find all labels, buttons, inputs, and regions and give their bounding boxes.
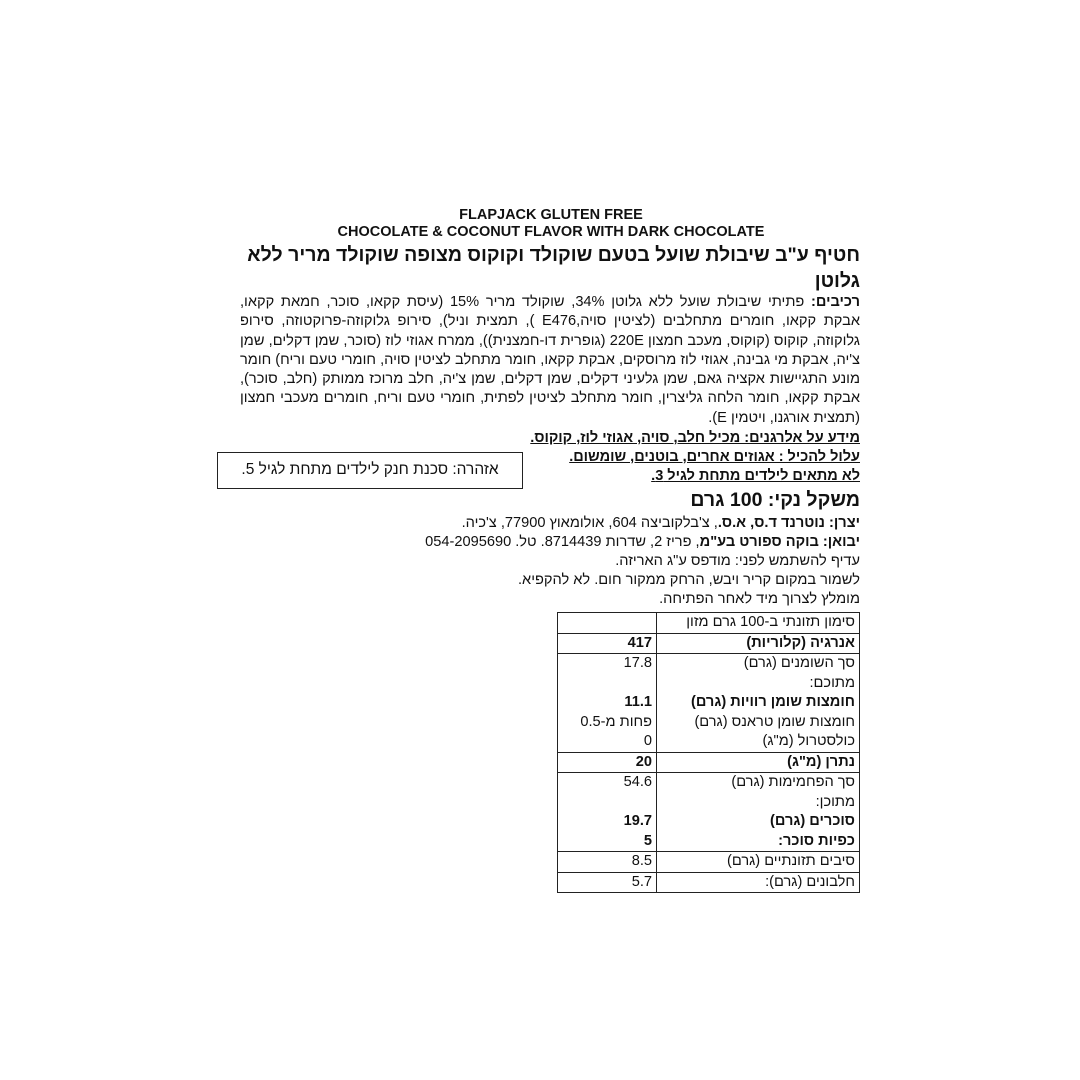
- nutrition-row: [558, 713, 860, 733]
- nutrition-row: [558, 852, 860, 873]
- nutrition-value: 20: [558, 752, 657, 773]
- nutrition-row: [558, 752, 860, 773]
- nutrition-table: [557, 612, 860, 893]
- nutrition-value: פחות מ-0.5: [558, 713, 657, 733]
- nutrition-label: סך הפחמימות (גרם): [657, 773, 860, 793]
- nutrition-value: 417: [558, 633, 657, 654]
- importer-name: בוקה ספורט בע"מ: [699, 534, 823, 550]
- nutrition-label: כפיות סוכר:: [657, 832, 860, 852]
- nutrition-label: מתוכן:: [657, 793, 860, 813]
- nutrition-row: [558, 773, 860, 793]
- nutrition-value: 11.1: [558, 693, 657, 713]
- manufacturer-line: [462, 514, 860, 533]
- nutrition-row: [558, 674, 860, 694]
- nutrition-row: [558, 732, 860, 752]
- nutrition-row: [558, 832, 860, 852]
- english-title-line1: FLAPJACK GLUTEN FREE: [459, 207, 643, 223]
- nutrition-label: סך השומנים (גרם): [657, 654, 860, 674]
- nutrition-label: אנרגיה (קלוריות): [657, 633, 860, 654]
- choking-warning-box: [217, 452, 523, 489]
- age-restriction: לא מתאים לילדים מתחת לגיל 3.: [651, 468, 860, 484]
- hebrew-product-title: חטיף ע"ב שיבולת שועל בטעם שוקולד וקוקוס מצופה שוקולד מריר ללא גלוטן: [247, 244, 860, 292]
- nutrition-row: [558, 693, 860, 713]
- nutrition-value: 54.6: [558, 773, 657, 793]
- ingredients-label: רכיבים:: [811, 294, 860, 310]
- nutrition-label: חלבונים (גרם):: [657, 872, 860, 893]
- nutrition-label: מתוכם:: [657, 674, 860, 694]
- nutrition-value: 19.7: [558, 812, 657, 832]
- nutrition-row: [558, 633, 860, 654]
- nutrition-value: 17.8: [558, 654, 657, 674]
- importer-address: , פריז 2, שדרות 8714439. טל. 054-2095690: [425, 534, 700, 550]
- nutrition-row: [558, 872, 860, 893]
- manufacturer-address: , צ'בלקוביצה 604, אולומאוץ 77900, צ'כיה.: [461, 515, 718, 531]
- nutrition-label: כולסטרול (מ"ג): [657, 732, 860, 752]
- best-before-note: עדיף להשתמש לפני: מודפס ע"ג האריזה.: [615, 553, 860, 569]
- nutrition-value: 5: [558, 832, 657, 852]
- storage-note: לשמור במקום קריר ויבש, הרחק ממקור חום. לא להקפיא.: [517, 572, 860, 588]
- nutrition-row: [558, 793, 860, 813]
- ingredients-text: פתיתי שיבולת שועל ללא גלוטן 34%, שוקולד מריר 15% (עיסת קקאו, סוכר, חמאת קקאו, אבקת קקאו, חומרים מתחלבים (לציטין סויה,E476 ), תמצית וניל), סירופ גלוקוזה-פרוקטוזה, סירופ גלוקוזה, קוקוס (קוקוס, מעכב חמצון 220E (גופרית דו-חמצנית)), ממרח אגוזי לוז (סוכר, שמן דקלים, שמן צ'יה, אבקת מי גבינה, אגוזי לוז מרוסקים, אבקת קקאו, חומר מתחלב לציטין סויה, חומרי טעם וריח) חומר מונע התגיישות אקציה גאם, שמן גלעיני דקלים, שמן דקלים, שמן צ'יה, חלב מרוכז ממותק (חלב, סוכר), אבקת קקאו, חומר הלחה גליצרין, חומר מתחלב לציטין לפתית, חומרי טעם וריח, חומרים מעכבי חמצון (תמצית אורגנו, ויטמין E).: [240, 294, 860, 426]
- nutrition-label: סוכרים (גרם): [657, 812, 860, 832]
- nutrition-label: חומצות שומן רוויות (גרם): [657, 693, 860, 713]
- english-title-line2: CHOCOLATE & COCONUT FLAVOR WITH DARK CHOCOLATE: [337, 224, 765, 240]
- nutrition-value: 8.5: [558, 852, 657, 873]
- importer-label: יבואן:: [822, 534, 860, 550]
- manufacturer-label: יצרן:: [829, 515, 860, 531]
- net-weight: משקל נקי: 100 גרם: [690, 489, 860, 511]
- nutrition-row: [558, 812, 860, 832]
- nutrition-label: חומצות שומן טראנס (גרם): [657, 713, 860, 733]
- nutrition-value: 0: [558, 732, 657, 752]
- choking-warning-text: אזהרה: סכנת חנק לילדים מתחת לגיל 5.: [241, 461, 499, 478]
- nutrition-value: [558, 674, 657, 694]
- nutrition-row: [558, 654, 860, 674]
- nutrition-value: 5.7: [558, 872, 657, 893]
- nutrition-value: [558, 793, 657, 813]
- nutrition-label: סיבים תזונתיים (גרם): [657, 852, 860, 873]
- allergen-info: מידע על אלרגנים: מכיל חלב, סויה, אגוזי לוז, קוקוס.: [530, 430, 860, 446]
- nutrition-header-row: [558, 613, 860, 634]
- consume-note: מומלץ לצרוך מיד לאחר הפתיחה.: [659, 591, 860, 607]
- nutrition-header: סימון תזונתי ב-100 גרם מזון: [657, 613, 860, 634]
- nutrition-label: נתרן (מ"ג): [657, 752, 860, 773]
- importer-line: [425, 533, 860, 552]
- nutrition-header-blank: [558, 613, 657, 634]
- ingredients-block: [240, 293, 860, 428]
- may-contain: עלול להכיל : אגוזים אחרים, בוטנים, שומשום.: [569, 449, 860, 465]
- manufacturer-name: נוטרנד ד.ס, א.ס.: [717, 515, 830, 531]
